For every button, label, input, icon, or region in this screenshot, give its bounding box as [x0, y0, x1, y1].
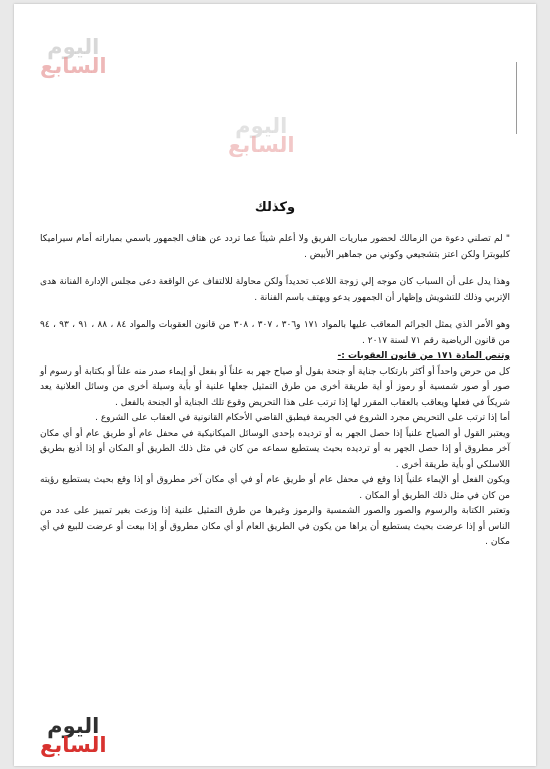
paragraph-1: وهذا يدل على أن السباب كان موجه إلي زوجة اللاعب تحديداً ولكن محاولة للالتفاف عن الواقعة دعى مجلس الإدارة الفنانة هدى الإتربي وذلك للتشويش وإظهار أن الجمهور يدعو ويهتف باسم الفنانة . [40, 277, 510, 303]
document-title: وكذلك [254, 200, 296, 215]
margin-mark [516, 62, 517, 134]
paragraph-3: كل من حرض واحداً أو أكثر بارتكاب جناية أو جنحة بقول أو صياح جهر به علناً أو بفعل أو إيماء صدر منه علناً أو بكتابة أو رسوم أو صور أو صور شمسية أو رموز أو أية طريقة أخرى من طرق التمثيل جعلها علنية أو بأية وسيلة أخرى من وسائل العلانية يعد شريكاً في فعلها ويعاقب بالعقاب المقرر لها إذا ترتب على هذا التحريض وقوع تلك الجناية أو الجنحة بالفعل . [40, 366, 510, 408]
paragraph-6: ويكون الفعل أو الإيماء علنياً إذا وقع في محفل عام أو طريق عام أو في أي مكان آخر مطروق أو إذا وقع بحيث يستطيع رؤيته من كان في مثل ذلك الطريق أو المكان . [40, 475, 510, 501]
section-heading: وتنص المادة ١٧١ من قانون العقوبات :- [337, 351, 510, 361]
paragraph-2: وهو الأمر الذي يمثل الجرائم المعاقب عليها بالمواد ١٧١ و٣٠٦ ، ٣٠٧ ، ٣٠٨ من قانون العقوبات والمواد ٨٤ ، ٨٨ ، ٩١ ، ٩٣ ، ٩٤ من قانون الرياضية رقم ٧١ لسنة ٢٠١٧ . [40, 320, 510, 346]
paragraph-7: وتعتبر الكتابة والرسوم والصور والصور الشمسية والرموز وغيرها من طرق التمثيل علنية إذا وزعت بغير تمييز على عدد من الناس أو إذا عرضت بحيث يستطيع أن يراها من يكون في الطريق العام أو أي مكان مطروق أو إذا بيعت أو عرضت للبيع في أي مكان . [40, 506, 510, 547]
watermark-logo-top: اليوم السابع [40, 35, 107, 78]
quote-paragraph: " لم تصلني دعوة من الزمالك لحضور مباريات الفريق ولا أعلم شيئاً عما تردد عن هتاف الجمهور باسمي بمباراته أمام سيراميكا كليوبترا ولكن اعتز بتشجيعي وكوني من جماهير الأبيض . [40, 234, 510, 260]
paragraph-4: أما إذا ترتب على التحريض مجرد الشروع في الجريمة فيطبق القاضي الأحكام القانونية في العقاب على الشروع . [95, 413, 510, 423]
document-page [14, 4, 536, 766]
document-body [40, 232, 510, 551]
watermark-logo-middle: اليوم السابع [228, 114, 295, 157]
paragraph-5: ويعتبر القول أو الصياح علنياً إذا حصل الجهر به أو ترديده بإحدى الوسائل الميكانيكية في محفل عام أو طريق عام أو أي مكان آخر مطروق أو إذا حصل الجهر به أو ترديده بحيث يستطيع سماعه من كان في مثل ذلك الطريق أو المكان أو إذا أذيع بطريق اللاسلكي أو بأية طريقة أخرى . [40, 428, 510, 470]
watermark-logo-bottom: اليوم السابع [40, 714, 107, 757]
